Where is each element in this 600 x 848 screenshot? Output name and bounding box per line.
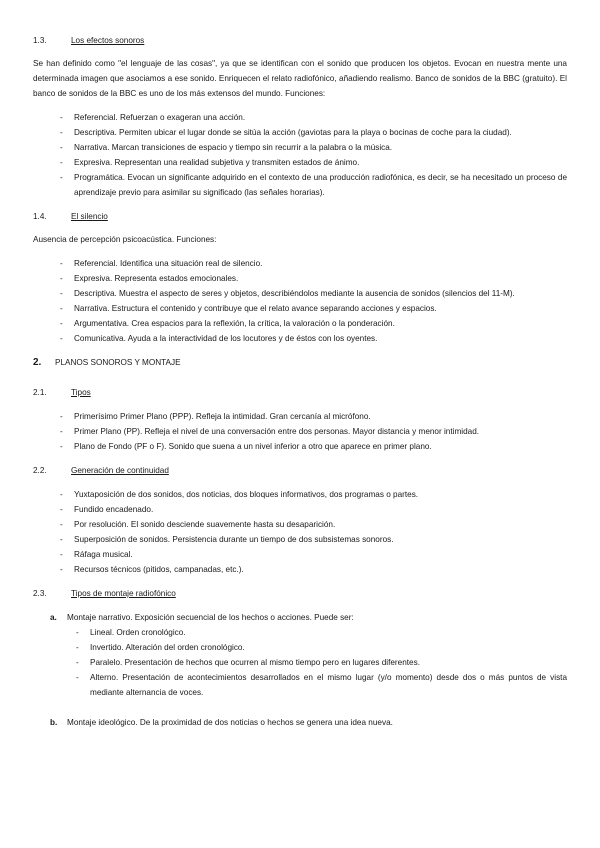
section-2-3-heading — [33, 586, 567, 601]
section-number: 2.3. — [33, 589, 47, 598]
section-1-3-intro: Se han definido como "el lenguaje de las cosas", ya que se identifican con el sonido que producen los objetos. Evocan en nuestra mente una determinada imagen que asociamos a ese sonido. Enriquecen el relato radiofónico, añadiendo realismo. Banco de sonidos de la BBC (gratuito). El banco de sonidos de la BBC es uno de los más extensos del mundo. Funciones: — [33, 59, 567, 98]
section-2-2-heading — [33, 463, 567, 478]
sublist-item: - Alterno. Presentación de acontecimientos desarrollados en el mismo lugar (y/o momento) desde dos o más puntos de vista mediante alternancia de voces. — [76, 670, 567, 700]
section-2-1-list — [33, 409, 567, 454]
list-item: - Referencial. Refuerzan o exageran una acción. — [60, 110, 567, 125]
list-item: - Expresiva. Representan una realidad subjetiva y transmiten estados de ánimo. — [60, 155, 567, 170]
list-item: - Argumentativa. Crea espacios para la reflexión, la crítica, la valoración o la ponderación. — [60, 316, 567, 331]
section-1-4-intro: Ausencia de percepción psicoacústica. Funciones: — [33, 235, 217, 244]
section-title: Tipos de montaje radiofónico — [71, 589, 176, 598]
list-item: - Plano de Fondo (PF o F). Sonido que suena a un nivel inferior a otro que aparece en primer plano. — [60, 439, 567, 454]
list-item: - Descriptiva. Permiten ubicar el lugar donde se sitúa la acción (gaviotas para la playa o bocinas de coche para la ciudad). — [60, 125, 567, 140]
list-item-text: Montaje narrativo. Exposición secuencial de los hechos o acciones. Puede ser: — [67, 613, 354, 622]
list-item: - Referencial. Identifica una situación real de silencio. — [60, 256, 567, 271]
list-item: - Primerísimo Primer Plano (PPP). Refleja la intimidad. Gran cercanía al micrófono. — [60, 409, 567, 424]
section-1-3-heading — [33, 33, 567, 48]
section-2-2-list — [33, 487, 567, 577]
list-item: - Yuxtaposición de dos sonidos, dos noticias, dos bloques informativos, dos programas o partes. — [60, 487, 567, 502]
sublist — [67, 625, 567, 700]
section-number: 2.1. — [33, 388, 47, 397]
sublist-item: - Paralelo. Presentación de hechos que ocurren al mismo tiempo pero en lugares diferentes. — [76, 655, 567, 670]
list-item-text: Montaje ideológico. De la proximidad de dos noticias o hechos se genera una idea nueva. — [67, 718, 393, 727]
list-item: - Programática. Evocan un significante adquirido en el contexto de una producción radiofónica, es decir, se ha necesitado un proceso de aprendizaje previo para asimilar su significado (las señales horarias). — [60, 170, 567, 200]
chapter-title: PLANOS SONOROS Y MONTAJE — [55, 358, 181, 367]
list-item: - Primer Plano (PP). Refleja el nivel de una conversación entre dos personas. Mayor distancia y menor intimidad. — [60, 424, 567, 439]
section-number: 1.4. — [33, 212, 47, 221]
list-item: - Expresiva. Representa estados emocionales. — [60, 271, 567, 286]
chapter-2-heading — [33, 355, 567, 370]
list-item: - Ráfaga musical. — [60, 547, 567, 562]
list-item: - Narrativa. Estructura el contenido y contribuye que el relato avance separando acciones y espacios. — [60, 301, 567, 316]
list-marker: a. — [50, 613, 57, 622]
list-item: - Narrativa. Marcan transiciones de espacio y tiempo sin recurrir a la palabra o la música. — [60, 140, 567, 155]
section-1-4-list — [33, 256, 567, 346]
list-item: - Fundido encadenado. — [60, 502, 567, 517]
sublist-item: - Lineal. Orden cronológico. — [76, 625, 567, 640]
list-marker: b. — [50, 718, 58, 727]
list-item: - Comunicativa. Ayuda a la interactividad de los locutores y de éstos con los oyentes. — [60, 331, 567, 346]
list-item: - Superposición de sonidos. Persistencia durante un tiempo de dos subsistemas sonoros. — [60, 532, 567, 547]
section-title: Los efectos sonoros — [71, 36, 145, 45]
section-title: El silencio — [71, 212, 108, 221]
section-number: 2.2. — [33, 466, 47, 475]
list-item: - Recursos técnicos (pitidos, campanadas, etc.). — [60, 562, 567, 577]
list-item-b — [50, 715, 567, 730]
list-item: - Por resolución. El sonido desciende suavemente hasta su desaparición. — [60, 517, 567, 532]
section-title: Tipos — [71, 388, 91, 397]
section-2-3-list — [33, 610, 567, 730]
section-1-4-heading — [33, 209, 567, 224]
list-item-a — [50, 610, 567, 700]
section-number: 1.3. — [33, 36, 47, 45]
list-item: - Descriptiva. Muestra el aspecto de seres y objetos, describiéndolos mediante la ausencia de sonidos (silencios del 11-M). — [60, 286, 567, 301]
sublist-item: - Invertido. Alteración del orden cronológico. — [76, 640, 567, 655]
section-1-3-list — [33, 110, 567, 200]
section-2-1-heading — [33, 385, 567, 400]
chapter-number: 2. — [33, 357, 42, 368]
section-title: Generación de continuidad — [71, 466, 169, 475]
